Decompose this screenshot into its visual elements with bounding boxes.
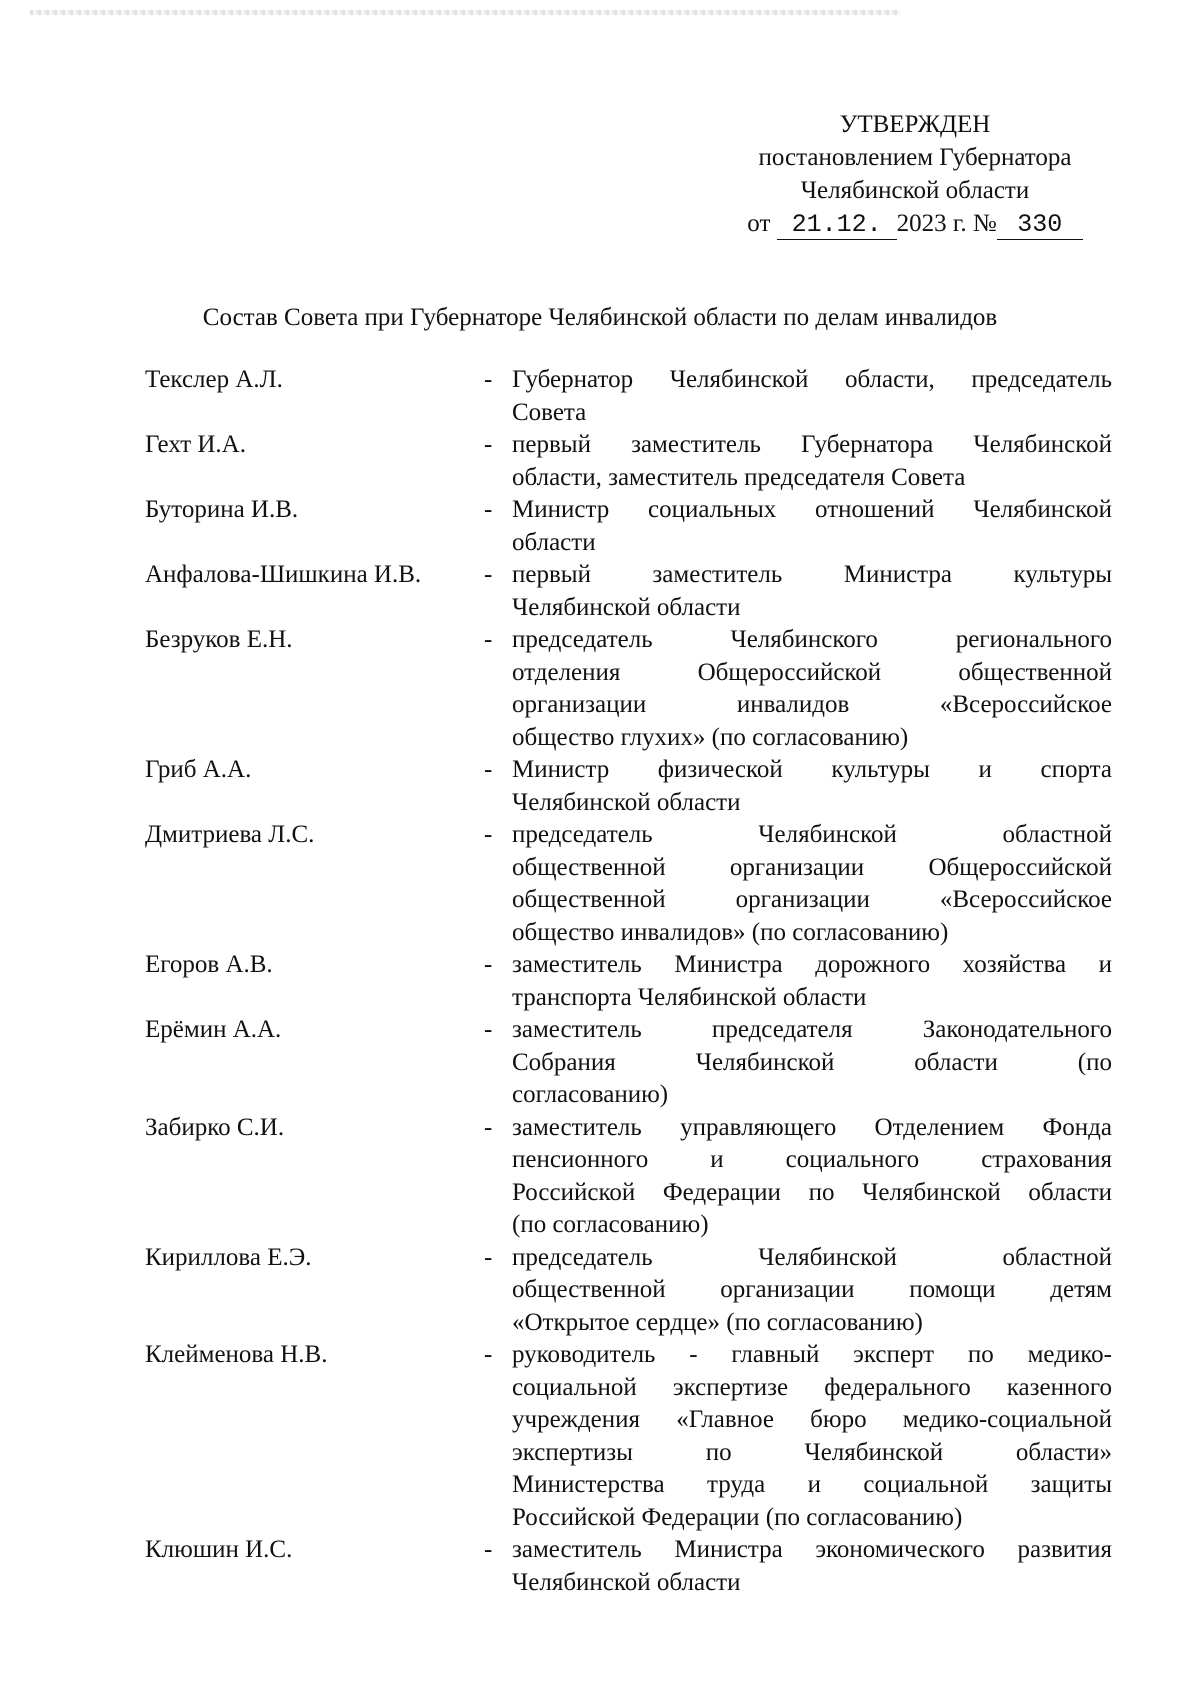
member-role-line: общественной организации Общероссийской xyxy=(512,853,1112,881)
member-role-line: общество глухих» (по согласованию) xyxy=(512,723,909,751)
member-role-line: председатель Челябинского регионального xyxy=(512,626,1112,653)
approval-date: 21.12. xyxy=(777,211,897,240)
member-name: Егоров А.В. xyxy=(145,951,273,978)
approval-line-2: Челябинской области xyxy=(800,177,1030,204)
member-dash: - xyxy=(484,756,493,783)
member-role xyxy=(512,364,1112,429)
member-name: Анфалова-Шишкина И.В. xyxy=(145,561,422,588)
member-role-line: согласованию) xyxy=(512,1081,669,1108)
member-role xyxy=(512,949,1112,1014)
member-role-line: Челябинской области xyxy=(512,593,741,621)
member-role xyxy=(512,624,1112,754)
member-role-line: отделения Общероссийской общественной xyxy=(512,658,1112,686)
member-dash: - xyxy=(484,1113,493,1141)
member-name: Текслер А.Л. xyxy=(145,366,283,393)
member-role-line: первый заместитель Губернатора Челябинской xyxy=(512,431,1112,458)
member-role-line: Собрания Челябинской области (по xyxy=(512,1048,1112,1076)
member-role-line: Российской Федерации по Челябинской области xyxy=(512,1178,1112,1206)
member-role-line: учреждения «Главное бюро медико-социальной xyxy=(512,1406,1112,1433)
member-role xyxy=(512,1242,1112,1340)
member-role-line: заместитель Министра экономического развития xyxy=(512,1536,1112,1563)
member-dash: - xyxy=(484,561,493,588)
member-role-line: пенсионного и социального страхования xyxy=(512,1146,1112,1173)
scan-artifact xyxy=(30,10,900,15)
member-role-line: Министерства труда и социальной защиты xyxy=(512,1471,1112,1498)
member-role-line: председатель Челябинской областной xyxy=(512,1243,1112,1271)
member-role-line: организации инвалидов «Всероссийское xyxy=(512,691,1112,718)
member-role xyxy=(512,429,1112,494)
member-role-line: транспорта Челябинской области xyxy=(512,983,867,1011)
member-role-line: (по согласованию) xyxy=(512,1211,709,1238)
member-dash: - xyxy=(484,951,493,978)
member-dash: - xyxy=(484,1341,493,1368)
approval-date-line xyxy=(700,207,1130,240)
member-role-line: первый заместитель Министра культуры xyxy=(512,561,1112,588)
member-role-line: Челябинской области xyxy=(512,788,741,816)
member-role-line: Министр физической культуры и спорта xyxy=(512,756,1112,783)
member-dash: - xyxy=(484,1536,493,1563)
member-role xyxy=(512,1534,1112,1599)
member-dash: - xyxy=(484,496,493,523)
member-dash: - xyxy=(484,431,493,458)
approval-heading: УТВЕРЖДЕН xyxy=(839,111,991,138)
member-role-line: области, заместитель председателя Совета xyxy=(512,463,966,491)
member-role-line: общество инвалидов» (по согласованию) xyxy=(512,918,949,946)
member-role-line: общественной организации «Всероссийское xyxy=(512,886,1112,913)
document-title: Состав Совета при Губернаторе Челябинской области по делам инвалидов xyxy=(202,304,998,331)
member-role xyxy=(512,559,1112,624)
member-name: Дмитриева Л.С. xyxy=(145,821,315,848)
member-role-line: социальной экспертизе федерального казенного xyxy=(512,1373,1112,1401)
member-role-line: области xyxy=(512,528,596,556)
member-role xyxy=(512,1339,1112,1534)
member-name: Гриб А.А. xyxy=(145,756,252,783)
member-name: Клейменова Н.В. xyxy=(145,1341,328,1368)
member-name: Ерёмин А.А. xyxy=(145,1016,282,1043)
member-role-line: Челябинской области xyxy=(512,1568,741,1596)
member-role xyxy=(512,494,1112,559)
member-role xyxy=(512,1112,1112,1242)
approval-stamp xyxy=(700,108,1130,240)
approval-number: 330 xyxy=(997,211,1083,240)
member-role-line: заместитель управляющего Отделением Фонда xyxy=(512,1113,1112,1141)
number-sign: № xyxy=(972,210,997,237)
member-role-line: заместитель Министра дорожного хозяйства и xyxy=(512,951,1112,978)
member-name: Забирко С.И. xyxy=(145,1113,285,1141)
member-role-line: председатель Челябинской областной xyxy=(512,821,1112,848)
member-name: Буторина И.В. xyxy=(145,496,299,523)
member-dash: - xyxy=(484,626,493,653)
member-name: Клюшин И.С. xyxy=(145,1536,293,1563)
from-prefix: от xyxy=(747,210,771,237)
member-name: Гехт И.А. xyxy=(145,431,246,458)
member-role xyxy=(512,1014,1112,1112)
member-dash: - xyxy=(484,1016,493,1043)
member-role-line: общественной организации помощи детям xyxy=(512,1276,1112,1303)
member-role-line: экспертизы по Челябинской области» xyxy=(512,1438,1112,1466)
member-dash: - xyxy=(484,821,493,848)
member-role xyxy=(512,819,1112,949)
member-role-line: «Открытое сердце» (по согласованию) xyxy=(512,1308,923,1336)
member-role-line: Губернатор Челябинской области, председатель xyxy=(512,366,1112,393)
member-dash: - xyxy=(484,366,493,393)
member-name: Безруков Е.Н. xyxy=(145,626,293,653)
member-role-line: Совета xyxy=(512,398,587,426)
approval-year: 2023 г. xyxy=(896,210,967,237)
approval-line-1: постановлением Губернатора xyxy=(758,144,1072,171)
member-role-line: Российской Федерации (по согласованию) xyxy=(512,1503,963,1531)
member-role xyxy=(512,754,1112,819)
member-role-line: Министр социальных отношений Челябинской xyxy=(512,496,1112,523)
member-role-line: заместитель председателя Законодательного xyxy=(512,1016,1112,1043)
member-role-line: руководитель - главный эксперт по медико- xyxy=(512,1341,1112,1368)
member-dash: - xyxy=(484,1243,493,1271)
member-name: Кириллова Е.Э. xyxy=(145,1243,312,1271)
